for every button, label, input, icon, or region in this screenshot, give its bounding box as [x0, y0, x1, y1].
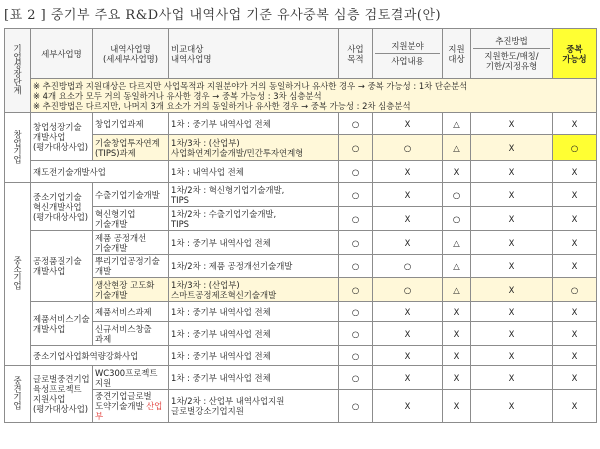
area-mark: X [373, 113, 443, 135]
duplication-mark: X [553, 390, 597, 423]
method-mark: X [471, 231, 553, 255]
area-mark: ○ [373, 255, 443, 278]
header-duplication: 중복 가능성 [553, 29, 597, 79]
sub-program-name [93, 390, 169, 423]
sub-program-name: 창업기업과제 [93, 113, 169, 135]
target-mark: ○ [443, 183, 471, 207]
header-purpose: 사업 목적 [339, 29, 373, 79]
compare-target: 1차/3차 : (산업부) 사업화연계기술개발/민간투자연계형 [169, 135, 339, 161]
target-mark: △ [443, 231, 471, 255]
duplication-mark: ○ [553, 135, 597, 161]
group-startup: 창업기업 [5, 113, 31, 183]
group-sme: 중소기업 [5, 183, 31, 366]
group-midsize: 중견기업 [5, 366, 31, 423]
target-mark: △ [443, 278, 471, 302]
header-area-top: 지원분야 [391, 41, 424, 51]
table-row [5, 161, 597, 183]
area-mark: ○ [373, 135, 443, 161]
sub-program-name: 뿌리기업공정기술개발 [93, 255, 169, 278]
purpose-mark: ○ [339, 346, 373, 366]
target-mark: ○ [443, 207, 471, 231]
table-row [5, 255, 597, 278]
sub-program-name: 수출기업기술개발 [93, 183, 169, 207]
header-method-top: 추진방법 [495, 36, 528, 46]
program-name: 중소기업기술 혁신개발사업 (평가대상사업) [31, 183, 93, 231]
sub-program-text: 중견기업글로벌 도약기술개발 [95, 391, 152, 411]
compare-target: 1차 : 중기부 내역사업 전체 [169, 302, 339, 322]
header-method [471, 29, 553, 79]
method-mark: X [471, 302, 553, 322]
header-target: 지원 대상 [443, 29, 471, 79]
target-mark: △ [443, 135, 471, 161]
duplication-mark: X [553, 183, 597, 207]
compare-target: 1차 : 중기부 내역사업 전체 [169, 231, 339, 255]
area-mark: X [373, 346, 443, 366]
note-2: ※ 4개 요소가 모두 거의 동일하거나 유사한 경우 → 중복 가능성 : 3차 심층분석 [33, 90, 322, 101]
table-row [5, 278, 597, 302]
note-3: ※ 추진방법은 다르지만, 나머지 3개 요소가 거의 동일하거나 유사한 경우 → 중복 가능성 : 2차 심층분석 [33, 100, 411, 111]
compare-target: 1차 : 중기부 내역사업 전체 [169, 322, 339, 346]
area-mark: ○ [373, 278, 443, 302]
sub-program-name: 혁신형기업 기술개발 [93, 207, 169, 231]
target-mark: X [443, 302, 471, 322]
purpose-mark: ○ [339, 278, 373, 302]
header-area [373, 29, 443, 79]
table-row [5, 366, 597, 390]
target-mark: X [443, 161, 471, 183]
target-mark: △ [443, 113, 471, 135]
notes-row [5, 79, 597, 113]
program-name: 창업성장기술 개발사업 (평가대상사업) [31, 113, 93, 161]
duplication-mark: X [553, 161, 597, 183]
duplication-mark: X [553, 207, 597, 231]
header-sub-program: 내역사업명 (세세부사업명) [93, 29, 169, 79]
compare-target: 1차/2차 : 혁신형기업기술개발, TIPS [169, 183, 339, 207]
table-row [5, 346, 597, 366]
compare-target: 1차/2차 : 제품 공정개선기술개발 [169, 255, 339, 278]
purpose-mark: ○ [339, 135, 373, 161]
duplication-mark: X [553, 322, 597, 346]
method-mark: X [471, 113, 553, 135]
target-mark: X [443, 346, 471, 366]
purpose-mark: ○ [339, 366, 373, 390]
duplication-mark: X [553, 366, 597, 390]
area-mark: X [373, 366, 443, 390]
duplication-mark: X [553, 113, 597, 135]
duplication-mark: X [553, 255, 597, 278]
program-name: 제품서비스기술 개발사업 [31, 302, 93, 346]
table-row [5, 135, 597, 161]
program-name: 재도전기술개발사업 [31, 161, 169, 183]
sub-program-name: 제품 공정개선 기술개발 [93, 231, 169, 255]
header-method-bottom: 지원한도/매칭/ 기한/지정유형 [473, 48, 550, 71]
table-row [5, 183, 597, 207]
compare-target: 1차 : 중기부 내역사업 전체 [169, 366, 339, 390]
compare-target: 1차 : 내역사업 전체 [169, 161, 339, 183]
table-row [5, 390, 597, 423]
target-mark: X [443, 390, 471, 423]
program-name: 공정품질기술 개발사업 [31, 231, 93, 302]
sub-program-name: WC300프로젝트 지원 [93, 366, 169, 390]
header-area-bottom: 사업내용 [375, 53, 440, 66]
program-name: 글로벌중견기업 육성프로젝트 지원사업 (평가대상사업) [31, 366, 93, 423]
method-mark: X [471, 207, 553, 231]
compare-target: 1차 : 중기부 내역사업 전체 [169, 113, 339, 135]
purpose-mark: ○ [339, 390, 373, 423]
area-mark: X [373, 231, 443, 255]
table-header-row [5, 29, 597, 79]
purpose-mark: ○ [339, 113, 373, 135]
method-mark: X [471, 255, 553, 278]
target-mark: X [443, 322, 471, 346]
area-mark: X [373, 183, 443, 207]
table-row [5, 231, 597, 255]
duplication-mark: X [553, 346, 597, 366]
duplication-mark: X [553, 302, 597, 322]
compare-target: 1차 : 중기부 내역사업 전체 [169, 346, 339, 366]
method-mark: X [471, 366, 553, 390]
method-mark: X [471, 278, 553, 302]
method-mark: X [471, 322, 553, 346]
compare-target: 1차/3차 : (산업부) 스마트공정제조혁신기술개발 [169, 278, 339, 302]
table-row [5, 302, 597, 322]
method-mark: X [471, 135, 553, 161]
note-1: ※ 추진방법과 지원대상은 다르지만 사업목적과 지원분야가 거의 동일하거나 유사한 경우 → 중복 가능성 : 1차 단순분석 [33, 80, 468, 91]
sub-program-name: 신규서비스창출 과제 [93, 322, 169, 346]
area-mark: X [373, 207, 443, 231]
page-title: [표 2 ] 중기부 주요 R&D사업 내역사업 기준 유사중복 심층 검토결과(안) [4, 8, 442, 23]
notes-block [31, 79, 597, 113]
review-table [4, 28, 597, 423]
purpose-mark: ○ [339, 302, 373, 322]
header-stage: 기업성장단계 [5, 29, 31, 113]
method-mark: X [471, 183, 553, 207]
purpose-mark: ○ [339, 231, 373, 255]
purpose-mark: ○ [339, 207, 373, 231]
area-mark: X [373, 322, 443, 346]
table-row [5, 113, 597, 135]
target-mark: △ [443, 255, 471, 278]
sub-program-name: 기술창업투자연계 (TIPS)과제 [93, 135, 169, 161]
target-mark: X [443, 366, 471, 390]
compare-target: 1차/2차 : 수출기업기술개발, TIPS [169, 207, 339, 231]
method-mark: X [471, 161, 553, 183]
ministry-tag: 산업부 [95, 401, 163, 421]
method-mark: X [471, 390, 553, 423]
compare-target: 1차/2차 : 산업부 내역사업지원 글로벌강소기업지원 [169, 390, 339, 423]
method-mark: X [471, 346, 553, 366]
header-compare: 비교대상 내역사업명 [169, 29, 339, 79]
area-mark: X [373, 161, 443, 183]
purpose-mark: ○ [339, 161, 373, 183]
sub-program-name: 제품서비스과제 [93, 302, 169, 322]
purpose-mark: ○ [339, 255, 373, 278]
purpose-mark: ○ [339, 183, 373, 207]
area-mark: X [373, 390, 443, 423]
duplication-mark: X [553, 231, 597, 255]
header-main-program: 세부사업명 [31, 29, 93, 79]
table-row [5, 322, 597, 346]
program-name: 중소기업사업화역량강화사업 [31, 346, 169, 366]
table-row [5, 207, 597, 231]
sub-program-name: 생산현장 고도화 기술개발 [93, 278, 169, 302]
purpose-mark: ○ [339, 322, 373, 346]
area-mark: X [373, 302, 443, 322]
duplication-mark: ○ [553, 278, 597, 302]
